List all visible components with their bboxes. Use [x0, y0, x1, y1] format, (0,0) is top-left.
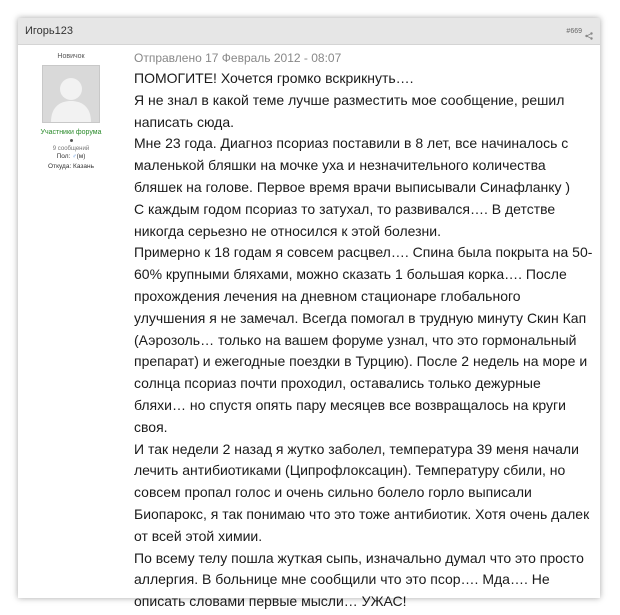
user-location: Откуда: Казань — [48, 163, 94, 170]
user-post-count: 9 сообщений — [52, 146, 90, 152]
author-name[interactable]: Игорь123 — [25, 25, 73, 37]
user-group: Участники форума — [40, 129, 102, 136]
forum-post — [18, 18, 600, 610]
gender-label: Пол: — [56, 153, 71, 160]
message-line: Примерно к 18 годам я совсем расцвел…. Спина была покрыта на 50-60% крупными бляхами, можно сказать 1 большая корка…. После прохождения лечения на дневном стационаре глобального улучшения я не замечал. Всегда помогал в трудную минуту Скин Кап (Аэрозоль… только на вашем форуме узнал, что это гормональный препарат) и ежегодные поездки в Турцию). После 2 недель на море и солнца псориаз почти проходил, оставались только дежурные бляхи… но спустя опять пару месяцев все возвращалось на круги своя. — [134, 244, 593, 435]
post-date: Отправлено 17 Февраль 2012 - 08:07 — [134, 51, 342, 65]
message-line: И так недели 2 назад я жутко заболел, температура 39 меня начали лечить антибиотиками (Ципрофлоксацин). Температуру сбили, но совсем пропал голос и очень сильно болело горло выписали Биопарокс, я так понимаю что это тоже антибиотик. Хотя очень далек от всей этой химии. — [134, 440, 590, 544]
rank-pip-icon — [70, 139, 73, 142]
message-text — [134, 68, 594, 613]
user-gender — [57, 152, 86, 162]
post-content — [124, 45, 600, 613]
message-line: С каждым годом псориаз то затухал, то развивался…. В детстве никогда серьезно не относился к этой болезни. — [134, 200, 556, 239]
share-icon[interactable] — [585, 27, 593, 35]
default-avatar-icon — [43, 66, 99, 122]
male-icon: ♂ — [72, 154, 77, 160]
message-line: По всему телу пошла жуткая сыпь, изначально думал что это просто аллергия. В больнице мне сообщили что это псор…. Мда…. Не описать словами первые мысли… УЖАС! — [134, 549, 584, 610]
gender-value: (м) — [76, 153, 86, 160]
message-line: ПОМОГИТЕ! Хочется громко вскрикнуть…. — [134, 70, 414, 86]
post-body — [18, 45, 600, 613]
avatar[interactable] — [42, 65, 100, 123]
post-header — [18, 18, 600, 45]
post-meta — [566, 27, 593, 35]
message-line: Я не знал в какой теме лучше разместить мое сообщение, решил написать сюда. — [134, 91, 565, 130]
post-number-link[interactable]: #669 — [566, 27, 582, 35]
user-info — [18, 45, 124, 613]
message-line: Мне 23 года. Диагноз псориаз поставили в 8 лет, все начиналось с маленькой бляшки на мочке уха и незначительного количества бляшек на голове. Первое время врачи выписывали Синафланку ) — [134, 135, 571, 195]
user-rank: Новичок — [57, 53, 85, 60]
